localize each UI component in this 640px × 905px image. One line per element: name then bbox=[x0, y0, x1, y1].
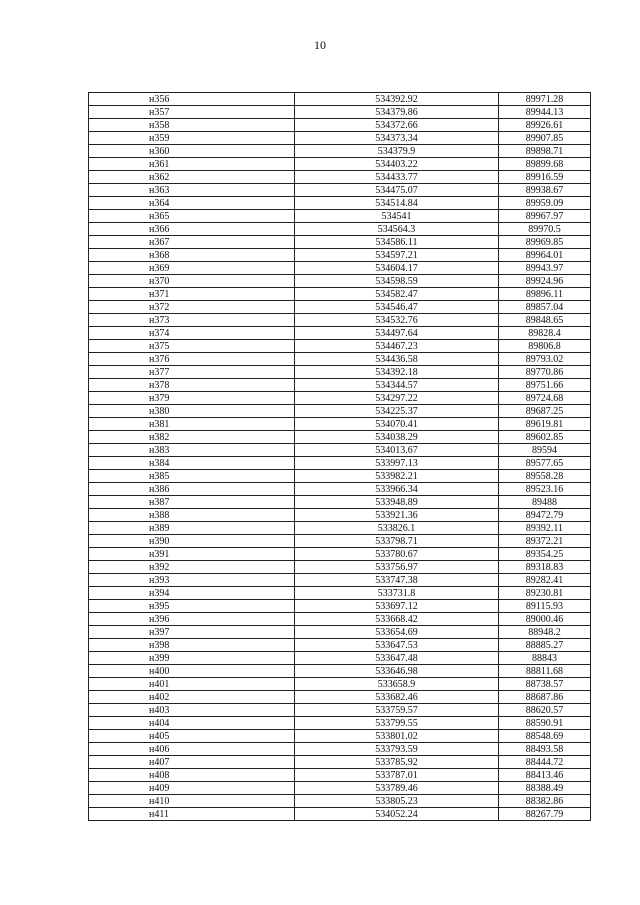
point-id-cell: н378 bbox=[89, 379, 295, 392]
coordinates-table bbox=[88, 92, 591, 821]
point-id-cell: н374 bbox=[89, 327, 295, 340]
y-coordinate-cell: 89000.46 bbox=[499, 613, 591, 626]
table-row bbox=[89, 171, 591, 184]
y-coordinate-cell: 88388.49 bbox=[499, 782, 591, 795]
x-coordinate-cell: 533805.23 bbox=[295, 795, 499, 808]
y-coordinate-cell: 89970.5 bbox=[499, 223, 591, 236]
point-id-cell: н390 bbox=[89, 535, 295, 548]
table-row bbox=[89, 327, 591, 340]
table-row bbox=[89, 444, 591, 457]
point-id-cell: н386 bbox=[89, 483, 295, 496]
table-row bbox=[89, 405, 591, 418]
table-row bbox=[89, 119, 591, 132]
table-row bbox=[89, 470, 591, 483]
x-coordinate-cell: 533789.46 bbox=[295, 782, 499, 795]
table-row bbox=[89, 457, 591, 470]
x-coordinate-cell: 534598.59 bbox=[295, 275, 499, 288]
table-row bbox=[89, 522, 591, 535]
y-coordinate-cell: 88811.68 bbox=[499, 665, 591, 678]
y-coordinate-cell: 88885.27 bbox=[499, 639, 591, 652]
table-row bbox=[89, 652, 591, 665]
y-coordinate-cell: 88444.72 bbox=[499, 756, 591, 769]
point-id-cell: н375 bbox=[89, 340, 295, 353]
table-row bbox=[89, 275, 591, 288]
point-id-cell: н389 bbox=[89, 522, 295, 535]
x-coordinate-cell: 534225.37 bbox=[295, 405, 499, 418]
y-coordinate-cell: 89828.4 bbox=[499, 327, 591, 340]
y-coordinate-cell: 89602.85 bbox=[499, 431, 591, 444]
point-id-cell: н365 bbox=[89, 210, 295, 223]
y-coordinate-cell: 89967.97 bbox=[499, 210, 591, 223]
point-id-cell: н402 bbox=[89, 691, 295, 704]
point-id-cell: н358 bbox=[89, 119, 295, 132]
y-coordinate-cell: 89971.28 bbox=[499, 93, 591, 106]
point-id-cell: н357 bbox=[89, 106, 295, 119]
x-coordinate-cell: 534564.3 bbox=[295, 223, 499, 236]
y-coordinate-cell: 89916.59 bbox=[499, 171, 591, 184]
y-coordinate-cell: 89488 bbox=[499, 496, 591, 509]
table-row bbox=[89, 106, 591, 119]
coordinates-table-body bbox=[89, 93, 591, 821]
table-row bbox=[89, 366, 591, 379]
point-id-cell: н392 bbox=[89, 561, 295, 574]
table-row bbox=[89, 600, 591, 613]
point-id-cell: н400 bbox=[89, 665, 295, 678]
y-coordinate-cell: 88413.46 bbox=[499, 769, 591, 782]
point-id-cell: н409 bbox=[89, 782, 295, 795]
x-coordinate-cell: 533966.34 bbox=[295, 483, 499, 496]
table-row bbox=[89, 392, 591, 405]
point-id-cell: н364 bbox=[89, 197, 295, 210]
x-coordinate-cell: 534392.92 bbox=[295, 93, 499, 106]
table-row bbox=[89, 496, 591, 509]
table-row bbox=[89, 483, 591, 496]
point-id-cell: н359 bbox=[89, 132, 295, 145]
y-coordinate-cell: 88382.86 bbox=[499, 795, 591, 808]
table-row bbox=[89, 301, 591, 314]
x-coordinate-cell: 533647.53 bbox=[295, 639, 499, 652]
page-number: 10 bbox=[314, 38, 326, 52]
point-id-cell: н361 bbox=[89, 158, 295, 171]
y-coordinate-cell: 89959.09 bbox=[499, 197, 591, 210]
table-row bbox=[89, 353, 591, 366]
point-id-cell: н397 bbox=[89, 626, 295, 639]
x-coordinate-cell: 533798.71 bbox=[295, 535, 499, 548]
table-row bbox=[89, 535, 591, 548]
y-coordinate-cell: 89354.25 bbox=[499, 548, 591, 561]
table-row bbox=[89, 613, 591, 626]
point-id-cell: н388 bbox=[89, 509, 295, 522]
point-id-cell: н394 bbox=[89, 587, 295, 600]
table-row bbox=[89, 158, 591, 171]
x-coordinate-cell: 534582.47 bbox=[295, 288, 499, 301]
x-coordinate-cell: 533799.55 bbox=[295, 717, 499, 730]
point-id-cell: н379 bbox=[89, 392, 295, 405]
point-id-cell: н411 bbox=[89, 808, 295, 821]
x-coordinate-cell: 533793.59 bbox=[295, 743, 499, 756]
point-id-cell: н387 bbox=[89, 496, 295, 509]
point-id-cell: н372 bbox=[89, 301, 295, 314]
table-row bbox=[89, 223, 591, 236]
point-id-cell: н406 bbox=[89, 743, 295, 756]
table-row bbox=[89, 574, 591, 587]
y-coordinate-cell: 89944.13 bbox=[499, 106, 591, 119]
table-row bbox=[89, 691, 591, 704]
table-row bbox=[89, 93, 591, 106]
point-id-cell: н408 bbox=[89, 769, 295, 782]
point-id-cell: н380 bbox=[89, 405, 295, 418]
y-coordinate-cell: 89577.65 bbox=[499, 457, 591, 470]
table-row bbox=[89, 379, 591, 392]
table-row bbox=[89, 808, 591, 821]
y-coordinate-cell: 89724.68 bbox=[499, 392, 591, 405]
table-row bbox=[89, 509, 591, 522]
table-row bbox=[89, 210, 591, 223]
x-coordinate-cell: 534373.34 bbox=[295, 132, 499, 145]
x-coordinate-cell: 533780.67 bbox=[295, 548, 499, 561]
point-id-cell: н384 bbox=[89, 457, 295, 470]
x-coordinate-cell: 533682.46 bbox=[295, 691, 499, 704]
x-coordinate-cell: 534436.58 bbox=[295, 353, 499, 366]
y-coordinate-cell: 89619.81 bbox=[499, 418, 591, 431]
table-row bbox=[89, 717, 591, 730]
table-row bbox=[89, 236, 591, 249]
table-row bbox=[89, 626, 591, 639]
point-id-cell: н360 bbox=[89, 145, 295, 158]
point-id-cell: н382 bbox=[89, 431, 295, 444]
table-row bbox=[89, 184, 591, 197]
y-coordinate-cell: 89318.83 bbox=[499, 561, 591, 574]
y-coordinate-cell: 89938.67 bbox=[499, 184, 591, 197]
x-coordinate-cell: 533759.57 bbox=[295, 704, 499, 717]
y-coordinate-cell: 89687.25 bbox=[499, 405, 591, 418]
point-id-cell: н383 bbox=[89, 444, 295, 457]
table-row bbox=[89, 249, 591, 262]
point-id-cell: н403 bbox=[89, 704, 295, 717]
point-id-cell: н410 bbox=[89, 795, 295, 808]
x-coordinate-cell: 533801.02 bbox=[295, 730, 499, 743]
y-coordinate-cell: 89372.21 bbox=[499, 535, 591, 548]
table-row bbox=[89, 704, 591, 717]
point-id-cell: н366 bbox=[89, 223, 295, 236]
table-row bbox=[89, 431, 591, 444]
x-coordinate-cell: 534038.29 bbox=[295, 431, 499, 444]
point-id-cell: н407 bbox=[89, 756, 295, 769]
y-coordinate-cell: 89523.16 bbox=[499, 483, 591, 496]
table-row bbox=[89, 145, 591, 158]
y-coordinate-cell: 89907.85 bbox=[499, 132, 591, 145]
table-row bbox=[89, 795, 591, 808]
x-coordinate-cell: 533826.1 bbox=[295, 522, 499, 535]
point-id-cell: н377 bbox=[89, 366, 295, 379]
y-coordinate-cell: 88493.58 bbox=[499, 743, 591, 756]
point-id-cell: н404 bbox=[89, 717, 295, 730]
y-coordinate-cell: 88687.86 bbox=[499, 691, 591, 704]
point-id-cell: н393 bbox=[89, 574, 295, 587]
y-coordinate-cell: 88590.91 bbox=[499, 717, 591, 730]
table-row bbox=[89, 587, 591, 600]
y-coordinate-cell: 89751.66 bbox=[499, 379, 591, 392]
point-id-cell: н396 bbox=[89, 613, 295, 626]
y-coordinate-cell: 89115.93 bbox=[499, 600, 591, 613]
table-row bbox=[89, 730, 591, 743]
y-coordinate-cell: 89969.85 bbox=[499, 236, 591, 249]
table-row bbox=[89, 782, 591, 795]
x-coordinate-cell: 534541 bbox=[295, 210, 499, 223]
x-coordinate-cell: 534532.76 bbox=[295, 314, 499, 327]
y-coordinate-cell: 88548.69 bbox=[499, 730, 591, 743]
table-row bbox=[89, 678, 591, 691]
x-coordinate-cell: 534379.9 bbox=[295, 145, 499, 158]
x-coordinate-cell: 533997.13 bbox=[295, 457, 499, 470]
table-row bbox=[89, 561, 591, 574]
y-coordinate-cell: 88738.57 bbox=[499, 678, 591, 691]
y-coordinate-cell: 89558.28 bbox=[499, 470, 591, 483]
x-coordinate-cell: 534392.18 bbox=[295, 366, 499, 379]
x-coordinate-cell: 534497.64 bbox=[295, 327, 499, 340]
x-coordinate-cell: 534379.86 bbox=[295, 106, 499, 119]
x-coordinate-cell: 533658.9 bbox=[295, 678, 499, 691]
x-coordinate-cell: 534052.24 bbox=[295, 808, 499, 821]
x-coordinate-cell: 533982.21 bbox=[295, 470, 499, 483]
point-id-cell: н363 bbox=[89, 184, 295, 197]
point-id-cell: н373 bbox=[89, 314, 295, 327]
table-row bbox=[89, 314, 591, 327]
x-coordinate-cell: 533787.01 bbox=[295, 769, 499, 782]
y-coordinate-cell: 89926.61 bbox=[499, 119, 591, 132]
x-coordinate-cell: 534514.84 bbox=[295, 197, 499, 210]
y-coordinate-cell: 88948.2 bbox=[499, 626, 591, 639]
x-coordinate-cell: 533668.42 bbox=[295, 613, 499, 626]
y-coordinate-cell: 89594 bbox=[499, 444, 591, 457]
y-coordinate-cell: 89770.86 bbox=[499, 366, 591, 379]
x-coordinate-cell: 534475.07 bbox=[295, 184, 499, 197]
point-id-cell: н376 bbox=[89, 353, 295, 366]
x-coordinate-cell: 533948.89 bbox=[295, 496, 499, 509]
table-row bbox=[89, 197, 591, 210]
y-coordinate-cell: 89898.71 bbox=[499, 145, 591, 158]
table-row bbox=[89, 132, 591, 145]
table-row bbox=[89, 756, 591, 769]
point-id-cell: н405 bbox=[89, 730, 295, 743]
x-coordinate-cell: 534433.77 bbox=[295, 171, 499, 184]
point-id-cell: н367 bbox=[89, 236, 295, 249]
y-coordinate-cell: 88267.79 bbox=[499, 808, 591, 821]
table-row bbox=[89, 639, 591, 652]
table-row bbox=[89, 548, 591, 561]
point-id-cell: н399 bbox=[89, 652, 295, 665]
x-coordinate-cell: 534403.22 bbox=[295, 158, 499, 171]
point-id-cell: н368 bbox=[89, 249, 295, 262]
x-coordinate-cell: 534604.17 bbox=[295, 262, 499, 275]
y-coordinate-cell: 89392.11 bbox=[499, 522, 591, 535]
y-coordinate-cell: 89857.04 bbox=[499, 301, 591, 314]
x-coordinate-cell: 534467.23 bbox=[295, 340, 499, 353]
point-id-cell: н391 bbox=[89, 548, 295, 561]
point-id-cell: н370 bbox=[89, 275, 295, 288]
point-id-cell: н381 bbox=[89, 418, 295, 431]
x-coordinate-cell: 533921.36 bbox=[295, 509, 499, 522]
point-id-cell: н395 bbox=[89, 600, 295, 613]
table-row bbox=[89, 665, 591, 678]
x-coordinate-cell: 534344.57 bbox=[295, 379, 499, 392]
point-id-cell: н362 bbox=[89, 171, 295, 184]
table-row bbox=[89, 340, 591, 353]
y-coordinate-cell: 89472.79 bbox=[499, 509, 591, 522]
point-id-cell: н401 bbox=[89, 678, 295, 691]
point-id-cell: н398 bbox=[89, 639, 295, 652]
x-coordinate-cell: 534372.66 bbox=[295, 119, 499, 132]
y-coordinate-cell: 89230.81 bbox=[499, 587, 591, 600]
y-coordinate-cell: 89899.68 bbox=[499, 158, 591, 171]
point-id-cell: н369 bbox=[89, 262, 295, 275]
point-id-cell: н385 bbox=[89, 470, 295, 483]
y-coordinate-cell: 88843 bbox=[499, 652, 591, 665]
x-coordinate-cell: 533731.8 bbox=[295, 587, 499, 600]
y-coordinate-cell: 89282.41 bbox=[499, 574, 591, 587]
table-row bbox=[89, 288, 591, 301]
x-coordinate-cell: 534586.11 bbox=[295, 236, 499, 249]
y-coordinate-cell: 89848.65 bbox=[499, 314, 591, 327]
table-row bbox=[89, 418, 591, 431]
x-coordinate-cell: 533654.69 bbox=[295, 626, 499, 639]
y-coordinate-cell: 89924.96 bbox=[499, 275, 591, 288]
y-coordinate-cell: 89896.11 bbox=[499, 288, 591, 301]
x-coordinate-cell: 533756.97 bbox=[295, 561, 499, 574]
table-row bbox=[89, 769, 591, 782]
x-coordinate-cell: 533647.48 bbox=[295, 652, 499, 665]
y-coordinate-cell: 89793.02 bbox=[499, 353, 591, 366]
x-coordinate-cell: 533646.98 bbox=[295, 665, 499, 678]
table-row bbox=[89, 743, 591, 756]
y-coordinate-cell: 89964.01 bbox=[499, 249, 591, 262]
x-coordinate-cell: 534546.47 bbox=[295, 301, 499, 314]
point-id-cell: н356 bbox=[89, 93, 295, 106]
x-coordinate-cell: 533697.12 bbox=[295, 600, 499, 613]
x-coordinate-cell: 534597.21 bbox=[295, 249, 499, 262]
x-coordinate-cell: 533747.38 bbox=[295, 574, 499, 587]
y-coordinate-cell: 88620.57 bbox=[499, 704, 591, 717]
y-coordinate-cell: 89943.97 bbox=[499, 262, 591, 275]
point-id-cell: н371 bbox=[89, 288, 295, 301]
x-coordinate-cell: 533785.92 bbox=[295, 756, 499, 769]
x-coordinate-cell: 534013.67 bbox=[295, 444, 499, 457]
y-coordinate-cell: 89806.8 bbox=[499, 340, 591, 353]
x-coordinate-cell: 534297.22 bbox=[295, 392, 499, 405]
table-row bbox=[89, 262, 591, 275]
x-coordinate-cell: 534070.41 bbox=[295, 418, 499, 431]
